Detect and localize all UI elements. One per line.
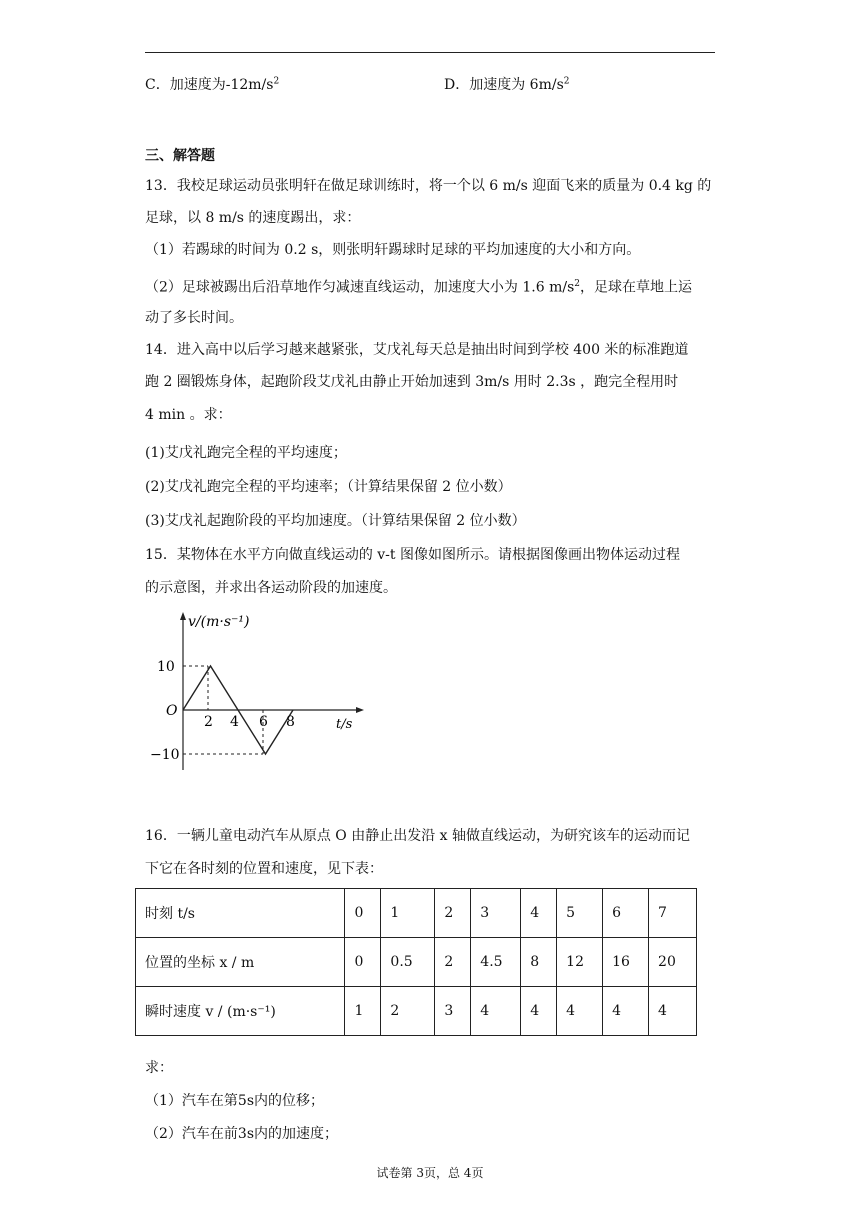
table-cell: 2 bbox=[435, 938, 471, 987]
q14-line6: (3)艾戊礼起跑阶段的平均加速度。（计算结果保留 2 位小数） bbox=[145, 513, 526, 529]
table-cell: 0 bbox=[345, 938, 381, 987]
table-cell: 0 bbox=[345, 889, 381, 938]
table-row bbox=[136, 938, 697, 987]
table-cell: 12 bbox=[557, 938, 603, 987]
y-axis-label: v/(m·s⁻¹) bbox=[188, 614, 250, 630]
q13-line3: （1）若踢球的时间为 0.2 s，则张明轩踢球时足球的平均加速度的大小和方向。 bbox=[145, 242, 641, 258]
y-tick-10: 10 bbox=[157, 659, 175, 675]
option-c: C．加速度为$-12m/s^2$ bbox=[145, 76, 280, 93]
q14-line3: 4 min 。求： bbox=[145, 407, 232, 423]
table-cell: 6 bbox=[603, 889, 649, 938]
table-cell: 16 bbox=[603, 938, 649, 987]
q16-line2: 下它在各时刻的位置和速度，见下表： bbox=[145, 861, 383, 877]
origin-label: O bbox=[166, 703, 178, 719]
q16-sub1: （1）汽车在第5s内的位移； bbox=[145, 1093, 324, 1109]
q13-line5: 动了多长时间。 bbox=[145, 310, 243, 326]
q13-line1: 13．我校足球运动员张明轩在做足球训练时，将一个以 6 m/s 迎面飞来的质量为 0.4 kg 的 bbox=[145, 178, 712, 194]
table-cell: 20 bbox=[649, 938, 697, 987]
y-axis-arrow bbox=[180, 612, 186, 620]
table-row bbox=[136, 987, 697, 1036]
table-cell: 4 bbox=[649, 987, 697, 1036]
x-tick-4: 4 bbox=[230, 714, 239, 730]
table-row bbox=[136, 889, 697, 938]
section-title: 三、解答题 bbox=[145, 148, 215, 164]
table-cell: 7 bbox=[649, 889, 697, 938]
q16-ask: 求： bbox=[145, 1060, 173, 1076]
q13-line4: （2）足球被踢出后沿草地作匀减速直线运动，加速度大小为 1.6 $m/s^2$，足球在草地上运 bbox=[145, 279, 692, 296]
data-table bbox=[135, 888, 697, 1036]
table-cell: 2 bbox=[435, 889, 471, 938]
table-cell: 4 bbox=[521, 889, 557, 938]
table-cell: 3 bbox=[435, 987, 471, 1036]
vt-graph bbox=[150, 610, 370, 780]
page-footer: 试卷第 3页，总 4页 bbox=[376, 1166, 484, 1180]
y-tick-neg10: −10 bbox=[150, 747, 180, 763]
table-cell: 1 bbox=[345, 987, 381, 1036]
q14-line2: 跑 2 圈锻炼身体，起跑阶段艾戊礼由静止开始加速到 3m/s 用时 2.3s ，跑完全程用时 bbox=[145, 374, 679, 390]
row-label: 时刻 t/s bbox=[136, 889, 345, 938]
table-cell: 4 bbox=[603, 987, 649, 1036]
table-cell: 0.5 bbox=[381, 938, 435, 987]
x-tick-2: 2 bbox=[204, 714, 213, 730]
q14-line1: 14．进入高中以后学习越来越紧张，艾戊礼每天总是抽出时间到学校 400 米的标准跑道 bbox=[145, 342, 689, 358]
q16-sub2: （2）汽车在前3s内的加速度； bbox=[145, 1126, 338, 1142]
row-label: 位置的坐标 x / m bbox=[136, 938, 345, 987]
table-cell: 4 bbox=[471, 987, 521, 1036]
table-cell: 8 bbox=[521, 938, 557, 987]
q16-line1: 16．一辆儿童电动汽车从原点 O 由静止出发沿 x 轴做直线运动，为研究该车的运动而记 bbox=[145, 828, 690, 844]
table-cell: 5 bbox=[557, 889, 603, 938]
row-label: 瞬时速度 v / (m·s⁻¹) bbox=[136, 987, 345, 1036]
q15-line2: 的示意图，并求出各运动阶段的加速度。 bbox=[145, 580, 397, 596]
x-tick-6: 6 bbox=[259, 714, 268, 730]
table-cell: 1 bbox=[381, 889, 435, 938]
header-rule bbox=[145, 52, 715, 53]
table-cell: 4.5 bbox=[471, 938, 521, 987]
option-d: D．加速度为 $6m/s^2$ bbox=[444, 76, 570, 93]
q15-line1: 15．某物体在水平方向做直线运动的 v-t 图像如图所示。请根据图像画出物体运动过程 bbox=[145, 547, 680, 563]
x-axis-arrow bbox=[356, 707, 364, 713]
table-cell: 3 bbox=[471, 889, 521, 938]
q14-line4: (1)艾戊礼跑完全程的平均速度； bbox=[145, 445, 347, 461]
q14-line5: (2)艾戊礼跑完全程的平均速率；（计算结果保留 2 位小数） bbox=[145, 479, 512, 495]
x-axis-label: t/s bbox=[336, 717, 353, 732]
q13-line2: 足球，以 8 m/s 的速度踢出，求： bbox=[145, 210, 361, 226]
table-cell: 4 bbox=[557, 987, 603, 1036]
table-cell: 2 bbox=[381, 987, 435, 1036]
table-cell: 4 bbox=[521, 987, 557, 1036]
x-tick-8: 8 bbox=[286, 714, 295, 730]
